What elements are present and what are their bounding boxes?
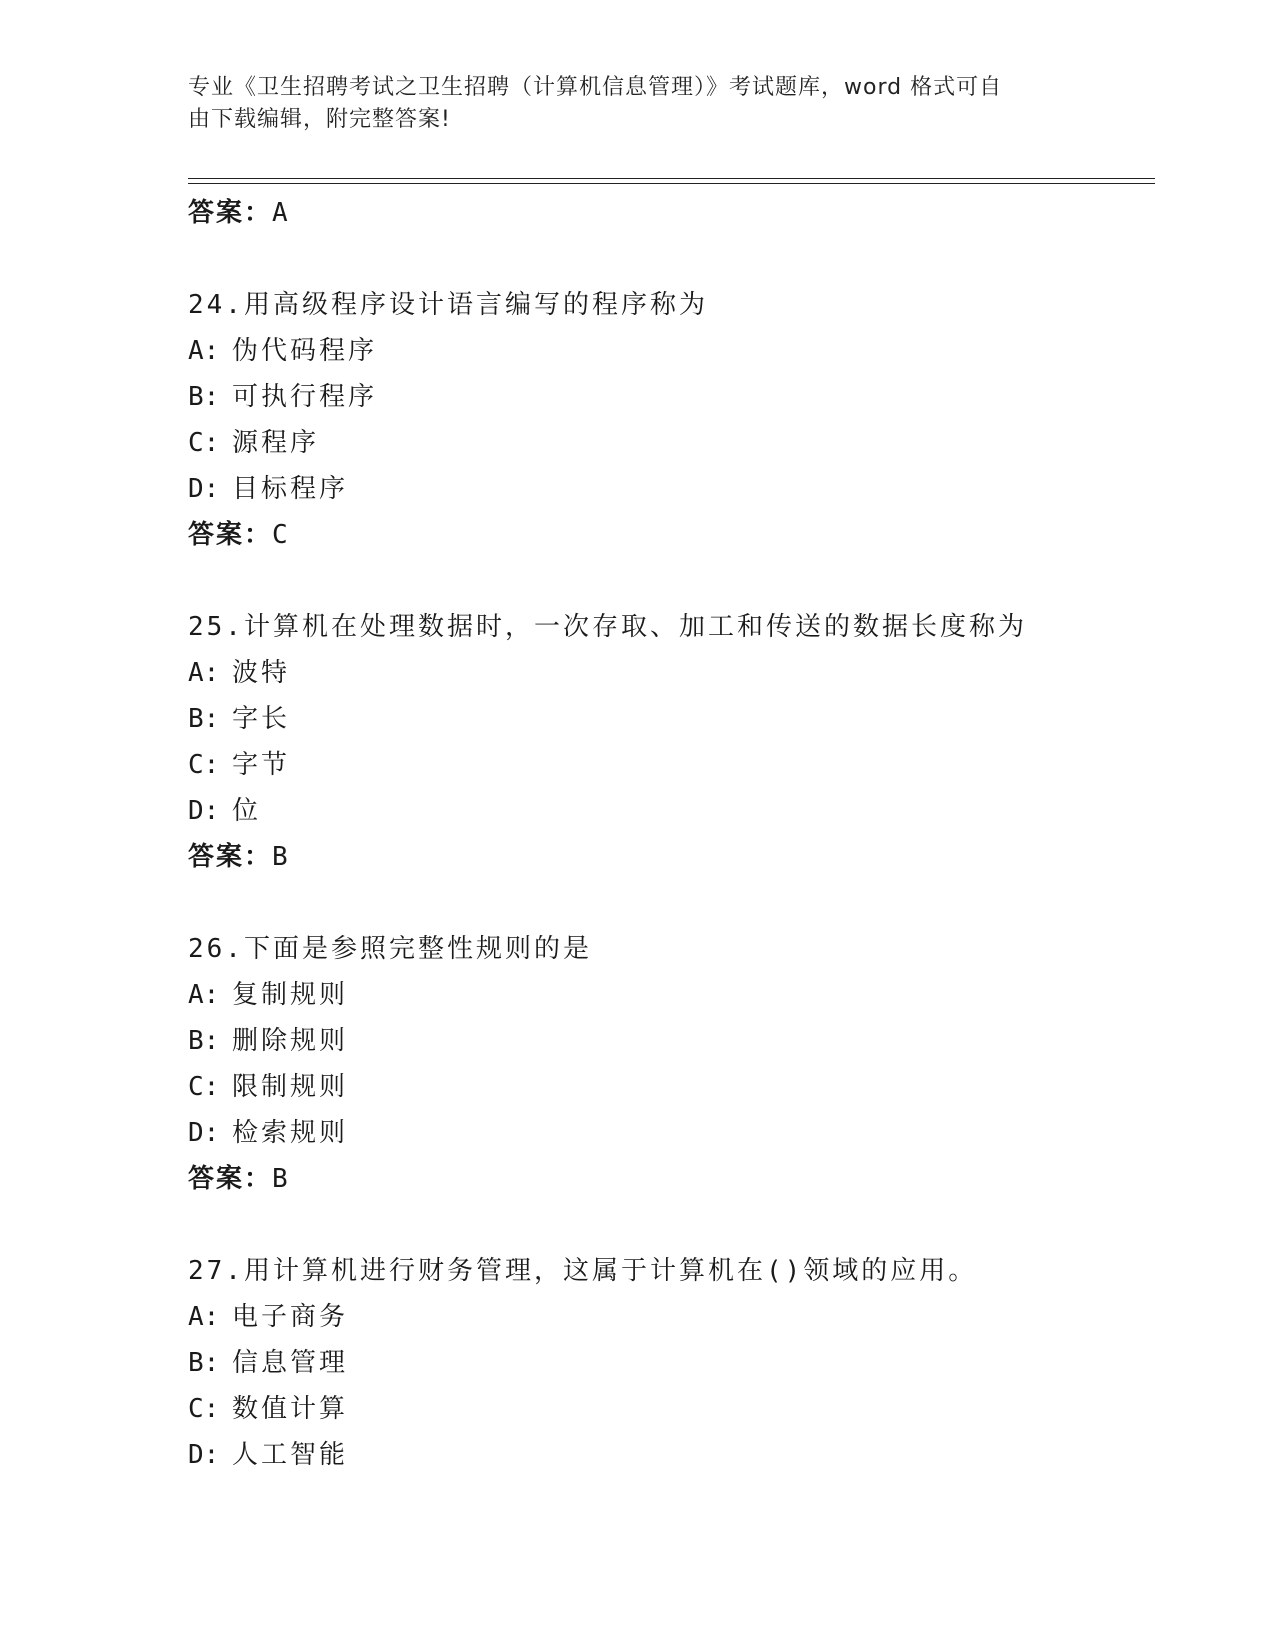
- option-b: [188, 1340, 1148, 1386]
- option-key: B:: [188, 1026, 220, 1056]
- option-text: 人工智能: [232, 1440, 349, 1470]
- option-d: [188, 788, 1148, 834]
- previous-answer: [188, 190, 1148, 236]
- option-key: B:: [188, 1348, 220, 1378]
- document-header: [188, 72, 1088, 136]
- option-text: 位: [232, 796, 262, 826]
- spacer: [188, 236, 1148, 282]
- question-stem: 25.计算机在处理数据时，一次存取、加工和传送的数据长度称为: [188, 612, 1027, 642]
- answer-label: 答案：: [188, 842, 273, 872]
- option-text: 信息管理: [232, 1348, 349, 1378]
- answer-label: 答案：: [188, 520, 273, 550]
- option-d: [188, 466, 1148, 512]
- option-key: A:: [188, 336, 220, 366]
- option-key: C:: [188, 750, 220, 780]
- spacer: [188, 1202, 1148, 1248]
- option-text: 伪代码程序: [232, 336, 378, 366]
- option-a: [188, 972, 1148, 1018]
- option-text: 删除规则: [232, 1026, 349, 1056]
- option-b: [188, 374, 1148, 420]
- option-text: 数值计算: [232, 1394, 349, 1424]
- option-key: C:: [188, 428, 220, 458]
- answer-label: 答案：: [188, 198, 273, 228]
- answer-value: C: [272, 520, 290, 550]
- question-stem: 24.用高级程序设计语言编写的程序称为: [188, 290, 708, 320]
- option-text: 源程序: [232, 428, 320, 458]
- option-text: 可执行程序: [232, 382, 378, 412]
- option-text: 电子商务: [232, 1302, 349, 1332]
- spacer: [188, 558, 1148, 604]
- option-text: 限制规则: [232, 1072, 349, 1102]
- option-key: B:: [188, 382, 220, 412]
- option-key: D:: [188, 796, 220, 826]
- option-key: D:: [188, 474, 220, 504]
- question-stem: 27.用计算机进行财务管理，这属于计算机在()领域的应用。: [188, 1256, 978, 1286]
- option-text: 字节: [232, 750, 291, 780]
- option-key: A:: [188, 658, 220, 688]
- question-list: [188, 190, 1148, 1478]
- option-b: [188, 1018, 1148, 1064]
- option-text: 波特: [232, 658, 291, 688]
- answer-value: A: [272, 198, 290, 228]
- option-d: [188, 1110, 1148, 1156]
- option-b: [188, 696, 1148, 742]
- option-c: [188, 1386, 1148, 1432]
- question-stem: 26.下面是参照完整性规则的是: [188, 934, 592, 964]
- option-key: C:: [188, 1072, 220, 1102]
- option-key: A:: [188, 1302, 220, 1332]
- question-block: [188, 1248, 1148, 1478]
- option-key: D:: [188, 1440, 220, 1470]
- answer-label: 答案：: [188, 1164, 273, 1194]
- option-key: B:: [188, 704, 220, 734]
- question-block: [188, 282, 1148, 558]
- option-c: [188, 420, 1148, 466]
- option-key: A:: [188, 980, 220, 1010]
- spacer: [188, 880, 1148, 926]
- option-d: [188, 1432, 1148, 1478]
- option-key: D:: [188, 1118, 220, 1148]
- option-text: 目标程序: [232, 474, 349, 504]
- header-divider-top: [188, 178, 1155, 179]
- option-c: [188, 742, 1148, 788]
- header-line-1: 专业《卫生招聘考试之卫生招聘（计算机信息管理）》考试题库，word 格式可自: [188, 75, 1003, 100]
- option-a: [188, 650, 1148, 696]
- question-answer: [188, 512, 1148, 558]
- header-line-2: 由下载编辑，附完整答案!: [188, 107, 451, 132]
- option-text: 检索规则: [232, 1118, 349, 1148]
- question-answer: [188, 834, 1148, 880]
- question-answer: [188, 1156, 1148, 1202]
- option-c: [188, 1064, 1148, 1110]
- answer-value: B: [272, 1164, 290, 1194]
- option-a: [188, 1294, 1148, 1340]
- option-key: C:: [188, 1394, 220, 1424]
- question-block: [188, 604, 1148, 880]
- option-text: 复制规则: [232, 980, 349, 1010]
- question-block: [188, 926, 1148, 1202]
- option-text: 字长: [232, 704, 291, 734]
- header-divider-bottom: [188, 183, 1155, 184]
- answer-value: B: [272, 842, 290, 872]
- option-a: [188, 328, 1148, 374]
